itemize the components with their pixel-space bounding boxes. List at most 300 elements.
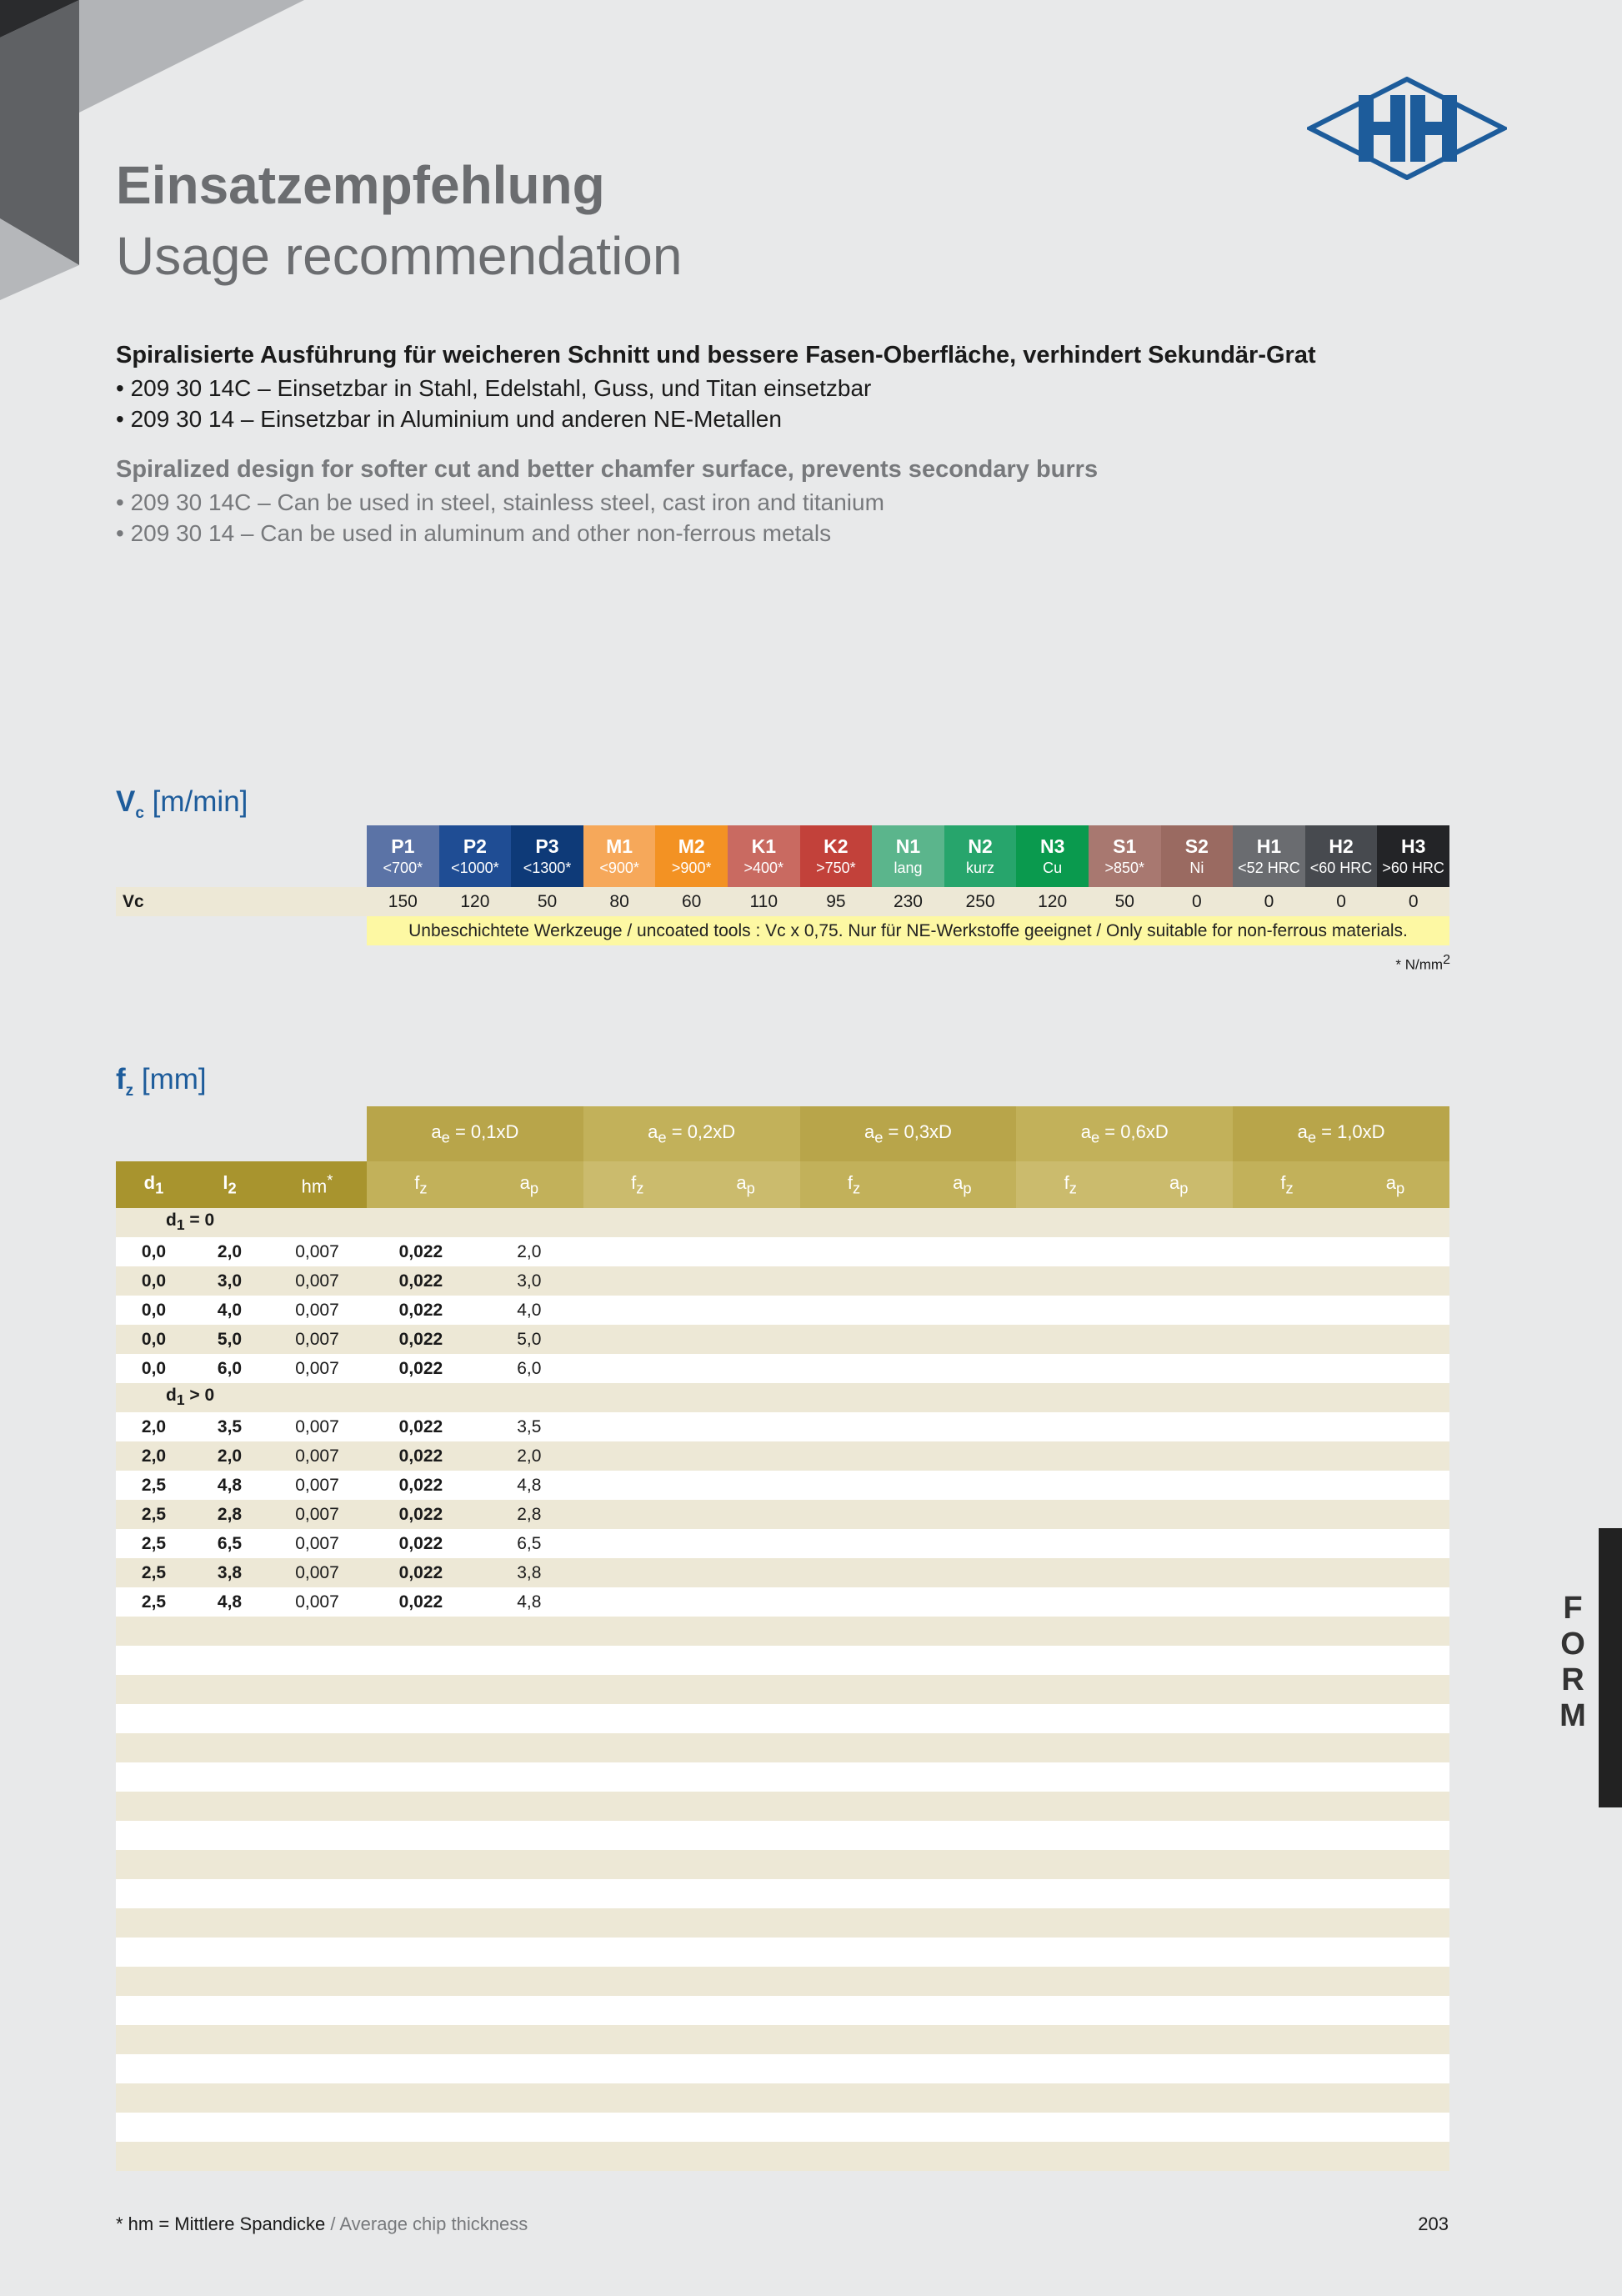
ae-pre: a [1080, 1120, 1091, 1142]
cell-ap: 6,0 [475, 1354, 583, 1383]
empty-cell [908, 2083, 1016, 2113]
empty-cell [1341, 1762, 1449, 1792]
empty-cell [800, 1792, 909, 1821]
empty-cell [1341, 1733, 1449, 1762]
empty-cell [367, 2025, 475, 2054]
empty-cell [908, 1237, 1016, 1266]
footer-note-en: / Average chip thickness [325, 2213, 528, 2234]
material-code: H1 [1256, 835, 1282, 857]
group-label-post: = 0 [184, 1211, 215, 1231]
material-sub: >400* [743, 859, 784, 876]
empty-cell [692, 1266, 800, 1296]
empty-cell [1016, 1879, 1124, 1908]
empty-cell [583, 1996, 692, 2025]
empty-cell [268, 1938, 367, 1967]
cell-fz: 0,022 [367, 1441, 475, 1471]
page-title-de: Einsatzempfehlung [116, 155, 605, 215]
empty-cell [583, 2054, 692, 2083]
empty-cell [268, 2142, 367, 2171]
empty-cell [1341, 1704, 1449, 1733]
empty-cell [583, 1938, 692, 1967]
empty-cell [800, 1325, 909, 1354]
empty-cell [800, 1938, 909, 1967]
table-row [116, 1587, 1449, 1617]
empty-cell [1233, 1792, 1341, 1821]
footer-note [116, 2213, 528, 2235]
material-code: H3 [1400, 835, 1426, 857]
empty-cell [1124, 1850, 1233, 1879]
empty-cell [800, 1237, 909, 1266]
empty-cell [1016, 1733, 1124, 1762]
empty-cell [800, 1733, 909, 1762]
empty-cell [692, 1967, 800, 1996]
side-tab [1599, 1528, 1622, 1807]
col-header-ap-text: a [953, 1171, 964, 1193]
empty-cell [475, 1996, 583, 2025]
empty-cell [692, 1558, 800, 1587]
empty-cell [583, 1383, 692, 1412]
hh-diamond-logo [1307, 77, 1507, 180]
empty-cell [583, 1967, 692, 1996]
cell-l2: 4,8 [192, 1471, 268, 1500]
vc-title-sub: c [135, 805, 144, 822]
empty-cell [192, 1967, 268, 1996]
cell-ap: 3,5 [475, 1412, 583, 1441]
empty-cell [692, 1617, 800, 1646]
table-row [116, 1296, 1449, 1325]
empty-row [116, 2113, 1449, 2142]
vc-section-title [116, 785, 248, 823]
empty-cell [116, 2083, 192, 2113]
material-code: S2 [1184, 835, 1209, 857]
empty-cell [1016, 1558, 1124, 1587]
empty-cell [116, 1850, 192, 1879]
empty-cell [583, 1296, 692, 1325]
vc-value-h3: 0 [1377, 887, 1449, 916]
vc-value-h2: 0 [1305, 887, 1378, 916]
empty-cell [1341, 1296, 1449, 1325]
empty-cell [475, 1762, 583, 1792]
col-header-ap-text: a [1385, 1171, 1397, 1193]
empty-cell [268, 2025, 367, 2054]
cell-d1: 0,0 [116, 1237, 192, 1266]
empty-cell [692, 1792, 800, 1821]
col-header-fz [367, 1161, 475, 1208]
empty-cell [1341, 1558, 1449, 1587]
empty-cell [1016, 1762, 1124, 1792]
empty-cell [1233, 1675, 1341, 1704]
col-header-ap-sub: p [963, 1179, 972, 1197]
empty-cell [192, 1996, 268, 2025]
empty-cell [583, 1821, 692, 1850]
empty-cell [1016, 1296, 1124, 1325]
empty-cell [692, 1441, 800, 1471]
empty-cell [1341, 1383, 1449, 1412]
ae-sub: e [1307, 1128, 1317, 1146]
cell-ap: 3,0 [475, 1266, 583, 1296]
side-tab-letter: O [1560, 1627, 1585, 1662]
empty-cell [1124, 2142, 1233, 2171]
empty-cell [1016, 1587, 1124, 1617]
vc-note-row [116, 916, 1449, 945]
empty-cell [692, 1471, 800, 1500]
intro-bullet-en-1: • 209 30 14C – Can be used in steel, stainless steel, cast iron and titanium [116, 489, 884, 515]
empty-cell [692, 1500, 800, 1529]
empty-cell [1016, 1325, 1124, 1354]
empty-cell [1124, 1908, 1233, 1938]
empty-cell [1341, 1617, 1449, 1646]
vc-title-symbol: V [116, 785, 136, 818]
empty-cell [1233, 1500, 1341, 1529]
fz-title-symbol: f [116, 1063, 126, 1095]
empty-row [116, 2142, 1449, 2171]
col-header-ap [475, 1161, 583, 1208]
empty-cell [192, 1850, 268, 1879]
empty-cell [475, 2025, 583, 2054]
empty-cell [583, 1587, 692, 1617]
empty-cell [1016, 1354, 1124, 1383]
cell-hm: 0,007 [268, 1529, 367, 1558]
material-header-s1 [1089, 825, 1161, 887]
empty-cell [692, 1996, 800, 2025]
cell-l2: 4,0 [192, 1296, 268, 1325]
vc-value-p1: 150 [367, 887, 439, 916]
empty-cell [692, 2054, 800, 2083]
empty-cell [1124, 1325, 1233, 1354]
empty-cell [1341, 1237, 1449, 1266]
vc-header-spacer [116, 825, 367, 887]
empty-cell [692, 1325, 800, 1354]
empty-cell [583, 1558, 692, 1587]
ae-sub: e [441, 1128, 450, 1146]
empty-cell [583, 1733, 692, 1762]
empty-row [116, 1762, 1449, 1792]
col-header-ap-text: a [1169, 1171, 1180, 1193]
empty-cell [1016, 1967, 1124, 1996]
fz-section-title [116, 1063, 207, 1100]
cell-d1: 2,0 [116, 1412, 192, 1441]
empty-cell [1016, 1792, 1124, 1821]
empty-cell [1124, 1617, 1233, 1646]
empty-cell [692, 1237, 800, 1266]
empty-cell [583, 2025, 692, 2054]
empty-cell [268, 2054, 367, 2083]
material-sub: Cu [1043, 859, 1063, 876]
empty-cell [583, 1237, 692, 1266]
col-header-ap-sub: p [1396, 1179, 1405, 1197]
cell-l2: 2,8 [192, 1500, 268, 1529]
empty-cell [116, 2054, 192, 2083]
fz-table [116, 1106, 1449, 2171]
empty-row [116, 1792, 1449, 1821]
vc-footnote [1384, 953, 1450, 974]
empty-cell [692, 1383, 800, 1412]
material-sub: >750* [816, 859, 856, 876]
empty-cell [1233, 1617, 1341, 1646]
cell-ap: 6,5 [475, 1529, 583, 1558]
ae-post: = 0,1xD [449, 1120, 519, 1142]
empty-cell [1341, 2142, 1449, 2171]
empty-cell [908, 1675, 1016, 1704]
empty-cell [116, 1733, 192, 1762]
empty-cell [692, 1938, 800, 1967]
empty-cell [1233, 1821, 1341, 1850]
empty-cell [1124, 1704, 1233, 1733]
vc-footnote-sup: 2 [1443, 953, 1450, 967]
empty-cell [1016, 1850, 1124, 1879]
material-sub: <52 HRC [1238, 859, 1300, 876]
empty-cell [692, 2142, 800, 2171]
ae-post: = 0,3xD [883, 1120, 952, 1142]
table-row [116, 1500, 1449, 1529]
table-row [116, 1354, 1449, 1383]
empty-row [116, 1908, 1449, 1938]
empty-cell [1341, 1587, 1449, 1617]
col-header-d1 [116, 1161, 192, 1208]
empty-cell [908, 1792, 1016, 1821]
empty-cell [1341, 1996, 1449, 2025]
empty-cell [908, 1529, 1016, 1558]
empty-cell [1124, 1821, 1233, 1850]
col-header-ap [1341, 1161, 1449, 1208]
empty-cell [475, 1850, 583, 1879]
empty-cell [1341, 1908, 1449, 1938]
col-header-ap [1124, 1161, 1233, 1208]
empty-cell [116, 2113, 192, 2142]
empty-cell [1233, 2054, 1341, 2083]
empty-cell [1233, 2083, 1341, 2113]
empty-cell [583, 2083, 692, 2113]
empty-cell [692, 2113, 800, 2142]
col-header-fz-text: f [1064, 1171, 1069, 1193]
empty-cell [1341, 1325, 1449, 1354]
empty-cell [1016, 1821, 1124, 1850]
col-header-l2-text: l [223, 1171, 228, 1193]
empty-cell [800, 1500, 909, 1529]
ae-sub: e [658, 1128, 667, 1146]
empty-cell [192, 2083, 268, 2113]
cell-d1: 0,0 [116, 1325, 192, 1354]
empty-cell [475, 1967, 583, 1996]
empty-cell [692, 1733, 800, 1762]
col-header-fz-sub: z [636, 1179, 644, 1197]
empty-cell [800, 1441, 909, 1471]
empty-cell [908, 1762, 1016, 1792]
vc-value-k2: 95 [800, 887, 873, 916]
col-header-fz-text: f [847, 1171, 853, 1193]
empty-cell [908, 2142, 1016, 2171]
cell-ap: 4,0 [475, 1296, 583, 1325]
ae-sub: e [874, 1128, 884, 1146]
empty-cell [1016, 1529, 1124, 1558]
empty-cell [583, 1704, 692, 1733]
empty-cell [1341, 1879, 1449, 1908]
ae-post: = 0,2xD [666, 1120, 736, 1142]
empty-cell [692, 1675, 800, 1704]
group-label [116, 1208, 367, 1237]
cell-d1: 0,0 [116, 1296, 192, 1325]
empty-cell [367, 1850, 475, 1879]
vc-title-unit: [m/min] [152, 785, 248, 818]
empty-cell [800, 1412, 909, 1441]
material-header-p2 [439, 825, 512, 887]
empty-cell [475, 1646, 583, 1675]
cell-ap: 4,8 [475, 1471, 583, 1500]
empty-cell [1016, 2083, 1124, 2113]
empty-cell [1341, 1646, 1449, 1675]
empty-cell [1124, 1471, 1233, 1500]
vc-value-s1: 50 [1089, 887, 1161, 916]
empty-row [116, 1704, 1449, 1733]
vc-value-m1: 80 [583, 887, 656, 916]
cell-fz: 0,022 [367, 1237, 475, 1266]
group-row [116, 1208, 1449, 1237]
empty-cell [800, 1558, 909, 1587]
empty-cell [367, 2083, 475, 2113]
empty-cell [800, 1383, 909, 1412]
empty-cell [800, 1821, 909, 1850]
empty-cell [1124, 1967, 1233, 1996]
empty-cell [192, 1646, 268, 1675]
empty-cell [1233, 1237, 1341, 1266]
empty-cell [1233, 1938, 1341, 1967]
empty-cell [1341, 1850, 1449, 1879]
empty-cell [367, 1908, 475, 1938]
empty-cell [116, 2142, 192, 2171]
empty-cell [268, 1646, 367, 1675]
empty-cell [1124, 1792, 1233, 1821]
empty-cell [692, 1354, 800, 1383]
page-title-en: Usage recommendation [116, 226, 683, 286]
empty-cell [367, 1383, 475, 1412]
empty-cell [268, 1733, 367, 1762]
empty-cell [1233, 1354, 1341, 1383]
empty-cell [583, 1354, 692, 1383]
empty-cell [1233, 1529, 1341, 1558]
empty-cell [692, 1587, 800, 1617]
empty-cell [800, 1529, 909, 1558]
col-header-hm-text: hm [301, 1176, 328, 1197]
col-header-fz-text: f [1280, 1171, 1286, 1193]
empty-cell [908, 1617, 1016, 1646]
empty-cell [1124, 1296, 1233, 1325]
empty-cell [367, 1879, 475, 1908]
empty-cell [800, 1967, 909, 1996]
empty-cell [1124, 1938, 1233, 1967]
ae-group-header-4 [1016, 1106, 1233, 1161]
empty-cell [1233, 1471, 1341, 1500]
empty-cell [268, 1704, 367, 1733]
empty-cell [1233, 1762, 1341, 1792]
ae-group-header-2 [583, 1106, 800, 1161]
empty-row [116, 1617, 1449, 1646]
empty-cell [583, 1850, 692, 1879]
empty-cell [1341, 1821, 1449, 1850]
empty-cell [1233, 2113, 1341, 2142]
empty-cell [1233, 1266, 1341, 1296]
cell-d1: 2,5 [116, 1471, 192, 1500]
empty-cell [475, 1879, 583, 1908]
empty-row [116, 2054, 1449, 2083]
empty-cell [1124, 2054, 1233, 2083]
empty-cell [268, 2083, 367, 2113]
empty-cell [1124, 1412, 1233, 1441]
empty-row [116, 2083, 1449, 2113]
empty-cell [800, 1208, 909, 1237]
empty-cell [367, 2113, 475, 2142]
cell-fz: 0,022 [367, 1266, 475, 1296]
cell-ap: 2,0 [475, 1237, 583, 1266]
empty-cell [1233, 1996, 1341, 2025]
cell-fz: 0,022 [367, 1558, 475, 1587]
ae-pre: a [431, 1120, 442, 1142]
empty-cell [908, 1354, 1016, 1383]
material-sub: >850* [1104, 859, 1145, 876]
empty-cell [692, 1704, 800, 1733]
empty-cell [116, 1675, 192, 1704]
empty-cell [908, 1500, 1016, 1529]
empty-cell [192, 1792, 268, 1821]
empty-cell [583, 1208, 692, 1237]
material-code: N2 [968, 835, 993, 857]
group-label-pre: d [166, 1386, 177, 1406]
material-code: P1 [391, 835, 415, 857]
empty-cell [1341, 1412, 1449, 1441]
cell-ap: 4,8 [475, 1587, 583, 1617]
material-header-n3 [1016, 825, 1089, 887]
empty-cell [583, 1471, 692, 1500]
intro-heading-de: Spiralisierte Ausführung für weicheren Schnitt und bessere Fasen-Oberfläche, verhindert Sekundär-Grat [116, 342, 1316, 368]
cell-fz: 0,022 [367, 1296, 475, 1325]
empty-cell [1233, 1879, 1341, 1908]
empty-cell [1016, 1383, 1124, 1412]
col-header-hm [268, 1161, 367, 1208]
empty-cell [692, 1208, 800, 1237]
empty-cell [1341, 1354, 1449, 1383]
empty-cell [367, 1967, 475, 1996]
material-code: N3 [1039, 835, 1065, 857]
empty-cell [1341, 1471, 1449, 1500]
empty-cell [908, 2113, 1016, 2142]
empty-cell [1341, 1266, 1449, 1296]
empty-cell [367, 1617, 475, 1646]
material-sub: <60 HRC [1309, 859, 1373, 876]
empty-cell [1016, 1266, 1124, 1296]
empty-cell [800, 1296, 909, 1325]
empty-cell [908, 1967, 1016, 1996]
empty-cell [908, 1821, 1016, 1850]
cell-l2: 4,8 [192, 1587, 268, 1617]
col-header-d1-sub: 1 [155, 1179, 164, 1197]
empty-cell [800, 2083, 909, 2113]
vc-value-s2: 0 [1161, 887, 1234, 916]
material-code: N1 [895, 835, 921, 857]
intro-bullet-en-2: • 209 30 14 – Can be used in aluminum and other non-ferrous metals [116, 520, 832, 546]
material-header-h2 [1305, 825, 1378, 887]
empty-cell [800, 2054, 909, 2083]
vc-value-p2: 120 [439, 887, 512, 916]
cell-hm: 0,007 [268, 1412, 367, 1441]
empty-cell [1124, 2113, 1233, 2142]
col-header-l2-sub: 2 [228, 1179, 237, 1197]
cell-d1: 0,0 [116, 1354, 192, 1383]
table-row [116, 1325, 1449, 1354]
empty-cell [800, 1704, 909, 1733]
vc-footnote-text: * N/mm [1395, 956, 1444, 973]
empty-cell [1341, 1967, 1449, 1996]
empty-cell [908, 1587, 1016, 1617]
empty-cell [908, 1441, 1016, 1471]
